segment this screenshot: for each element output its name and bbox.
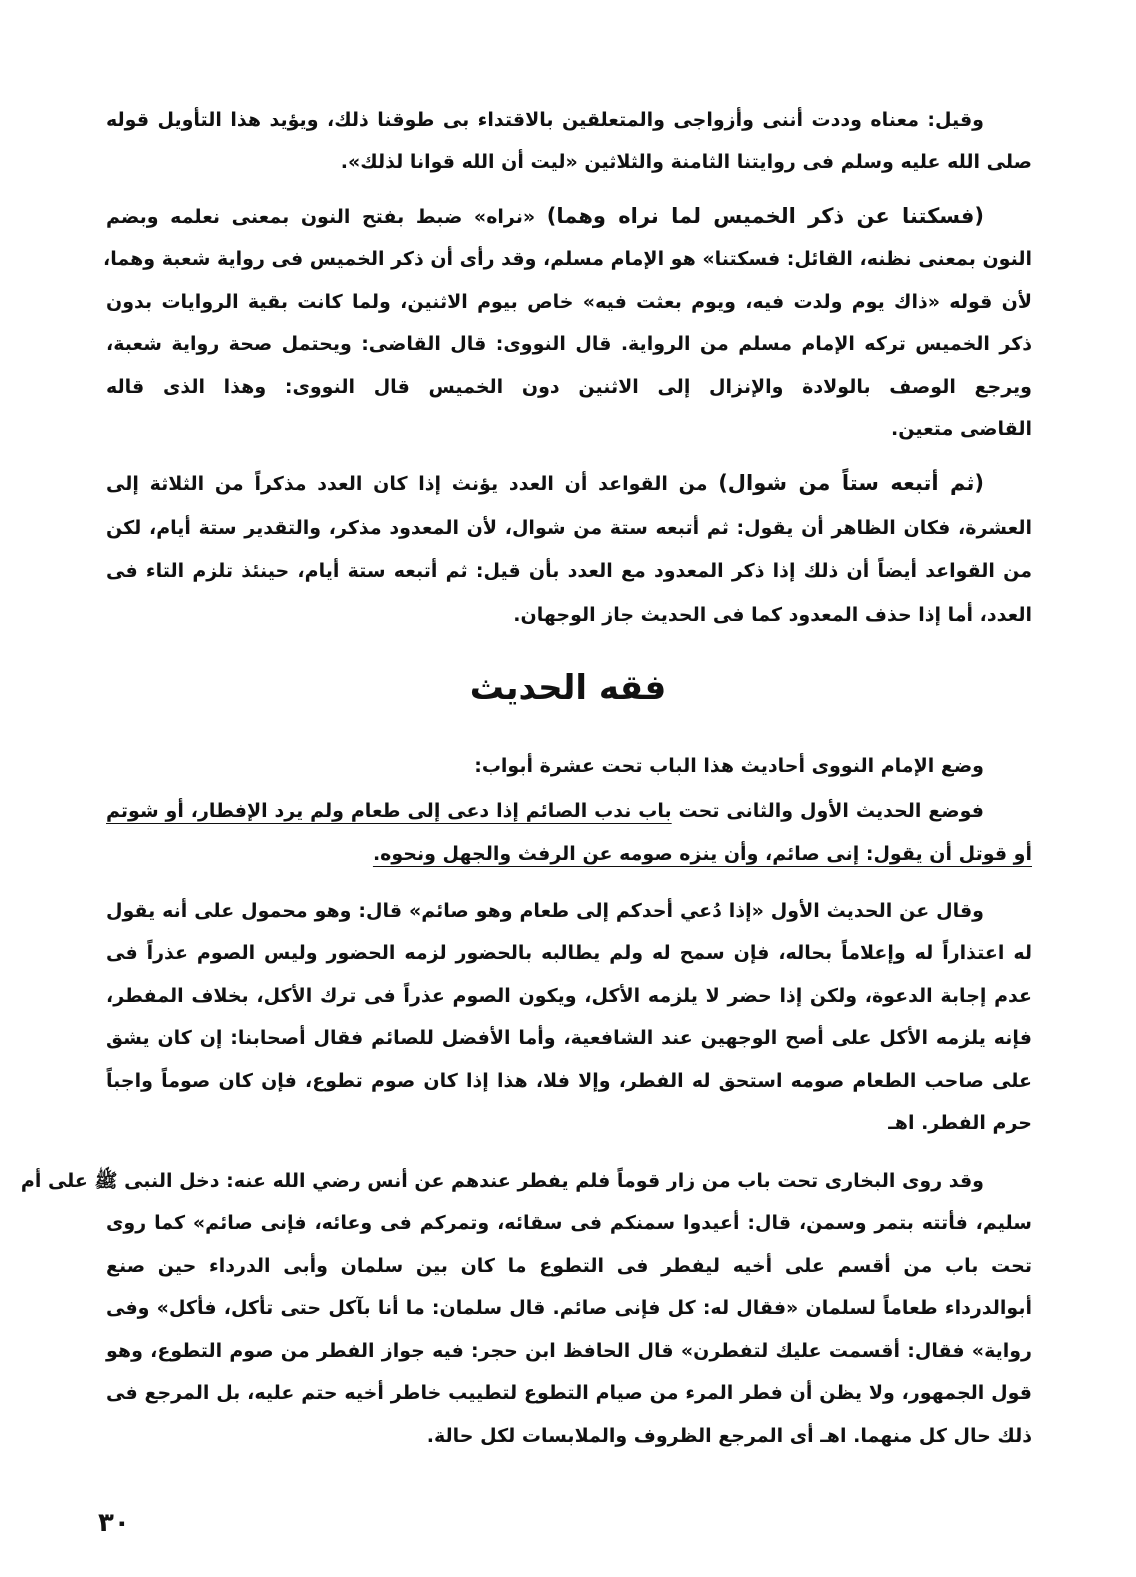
text-line: النون بمعنى نظنه، القائل: فسكتنا» هو الإمام مسلم، وقد رأى أن ذكر الخميس فى رواية شعبة وهما،: [103, 248, 1032, 270]
section-title: فقه الحديث: [469, 668, 667, 708]
text-line: رواية» فقال: أقسمت عليك لتفطرن» قال الحافظ ابن حجر: فيه جواز الفطر من صوم التطوع، وهو: [106, 1340, 1032, 1362]
text-line: العشرة، فكان الظاهر أن يقول: ثم أتبعه ستة من شوال، لأن المعدود مذكر، والتقدير ستة أيام، لكن: [106, 517, 1032, 539]
text-line: العدد، أما إذا حذف المعدود كما فى الحديث جاز الوجهان.: [513, 604, 1032, 626]
text-line: [106, 838, 1032, 870]
text-line: فإنه يلزمه الأكل على أصح الوجهين عند الشافعية، وأما الأفضل للصائم فقال أصحابنا: إن كان يشق: [106, 1027, 1032, 1049]
text-line: لأن قوله «ذاك يوم ولدت فيه، ويوم بعثت فيه» خاص بيوم الاثنين، ولما كانت بقية الروايات بدون: [106, 291, 1032, 313]
text-line: وضع الإمام النووى أحاديث هذا الباب تحت عشرة أبواب:: [474, 755, 984, 777]
text-line: [106, 200, 1032, 232]
text-span: من القواعد أن العدد يؤنث إذا كان العدد مذكراً من الثلاثة إلى: [106, 473, 719, 495]
text-line: ذكر الخميس تركه الإمام مسلم من الرواية. قال النووى: قال القاضى: ويحتمل صحة رواية شعبة،: [106, 333, 1032, 355]
text-line: قول الجمهور، ولا يظن أن فطر المرء من صيام التطوع لتطييب خاطر أخيه حتم عليه، بل المرجع فى: [106, 1382, 1032, 1404]
text-line: أبوالدرداء طعاماً لسلمان «فقال له: كل فإنى صائم. قال سلمان: ما أنا بآكل حتى تأكل، فأكل» وفى: [106, 1297, 1032, 1319]
text-line: صلى الله عليه وسلم فى روايتنا الثامنة والثلاثين «ليت أن الله قوانا لذلك».: [340, 151, 1032, 173]
text-line: حرم الفطر. اهـ: [888, 1112, 1032, 1134]
text-span: «نراه» ضبط بفتح النون بمعنى نعلمه وبضم: [106, 206, 547, 228]
text-line: من القواعد أيضاً أن ذلك إذا ذكر المعدود مع العدد بأن قيل: ثم أتبعه ستة أيام، حينئذ تلزم التاء فى: [106, 560, 1032, 582]
text-line: عدم إجابة الدعوة، ولكن إذا حضر لا يلزمه الأكل، ويكون الصوم عذراً فى ترك الأكل، بخلاف المفطر،: [106, 985, 1032, 1007]
text-span: فوضع الحديث الأول والثانى تحت: [671, 800, 984, 822]
bold-lead-phrase: (ثم أتبعه ستاً من شوال): [718, 471, 984, 495]
text-line: وقد روى البخارى تحت باب من زار قوماً فلم يفطر عندهم عن أنس رضي الله عنه: دخل النبى ﷺ على أم: [20, 1170, 984, 1192]
underlined-chapter-title: أو قوتل أن يقول: إنى صائم، وأن ينزه صومه عن الرفث والجهل ونحوه.: [372, 843, 1032, 865]
text-line: ويرجع الوصف بالولادة والإنزال إلى الاثنين دون الخميس قال النووى: وهذا الذى قاله: [106, 376, 1032, 398]
text-line: تحت باب من أقسم على أخيه ليفطر فى التطوع ما كان بين سلمان وأبى الدرداء حين صنع: [106, 1255, 1032, 1277]
page-number: ٣٠: [98, 1508, 130, 1538]
text-line: القاضى متعين.: [891, 418, 1032, 440]
text-line: على صاحب الطعام صومه استحق له الفطر، وإلا فلا، هذا إذا كان صوم تطوع، فإن كان صوماً واجباً: [106, 1070, 1032, 1092]
text-line: وقيل: معناه وددت أننى وأزواجى والمتعلقين بالاقتداء بى طوقنا ذلك، ويؤيد هذا التأويل قوله: [106, 109, 984, 131]
text-line: [106, 467, 1032, 499]
text-line: سليم، فأتته بتمر وسمن، قال: أعيدوا سمنكم فى سقائه، وتمركم فى وعائه، فإنى صائم» كما روى: [106, 1212, 1032, 1234]
text-line: له اعتذاراً له وإعلاماً بحاله، فإن سمح له ولم يطالبه بالحضور لزمه الحضور وليس الصوم عذراً فى: [106, 942, 1032, 964]
text-line: وقال عن الحديث الأول «إذا دُعي أحدكم إلى طعام وهو صائم» قال: وهو محمول على أنه يقول: [106, 900, 984, 922]
bold-lead-phrase: (فسكتنا عن ذكر الخميس لما نراه وهما): [546, 204, 984, 228]
text-line: [106, 795, 1032, 827]
text-line: ذلك حال كل منهما. اهـ أى المرجع الظروف والملابسات لكل حالة.: [426, 1425, 1032, 1447]
underlined-chapter-title: باب ندب الصائم إذا دعى إلى طعام ولم يرد الإفطار، أو شوتم: [106, 800, 672, 822]
